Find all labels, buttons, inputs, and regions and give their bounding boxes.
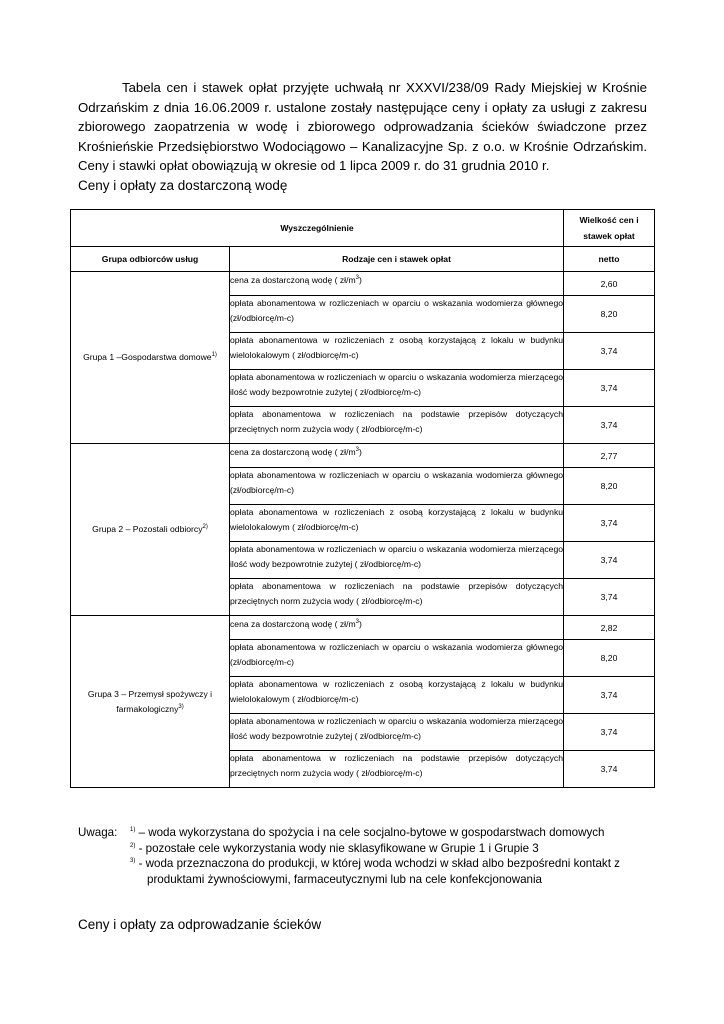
- section-title-sewage: Ceny i opłaty za odprowadzanie ścieków: [78, 917, 322, 932]
- intro-paragraph: Tabela cen i stawek opłat przyjęte uchwałą nr XXXVI/238/09 Rady Miejskiej w Krośnie Odrzańskim z dnia 16.06.2009 r. ustalone zostały następujące ceny i opłaty za usługi z zakresu zbiorowego zaopatrzenia w wodę i zbiorowego odprowadzania ścieków świadczone przez Krośnieńskie Przedsiębiorstwo Wodociągowo – Kanalizacyjne Sp. z o.o. w Krośnie Odrzańskim. Ceny i stawki opłat obowiązują w okresie od 1 lipca 2009 r. do 31 grudnia 2010 r.: [78, 80, 647, 173]
- note-2: $^{2)}$ - pozostałe cele wykorzystania wody nie sklasyfikowane w Grupie 1 i Grupie 3: [130, 841, 539, 855]
- price-description-cell: opłata abonamentowa w rozliczeniach w oparciu o wskazania wodomierza mierzącego ilość wody bezpowrotnie zużytej ( zł/odbiorcę/m-c): [230, 714, 564, 751]
- price-value-cell: 3,74: [564, 677, 655, 714]
- price-description-cell: opłata abonamentowa w rozliczeniach w oparciu o wskazania wodomierza głównego (zł/odbiorcę/m-c): [230, 468, 564, 505]
- price-description-cell: opłata abonamentowa w rozliczeniach na podstawie przepisów dotyczących przeciętnych norm zużycia wody ( zł/odbiorcę/m-c): [230, 579, 564, 616]
- notes-label: Uwaga:: [78, 826, 118, 839]
- price-value-cell: 2,77: [564, 444, 655, 468]
- customer-group-cell: Grupa 2 – Pozostali odbiorcy$^{2)}$: [71, 444, 230, 616]
- price-value-cell: 3,74: [564, 505, 655, 542]
- price-value-cell: 2,82: [564, 616, 655, 640]
- price-description-cell: opłata abonamentowa w rozliczeniach z osobą korzystającą z lokalu w budynku wielolokalowym ( zł/odbiorcę/m-c): [230, 677, 564, 714]
- note-3-continuation: produktami żywnościowymi, farmaceutycznymi lub na cele konfekcjonowania: [147, 872, 543, 886]
- header-specification: Wyszczególnienie: [71, 210, 564, 247]
- price-value-cell: 3,74: [564, 542, 655, 579]
- price-description-cell: cena za dostarczoną wodę ( $zł/m^3$): [230, 444, 564, 468]
- note-3: $^{3)}$ - woda przeznaczona do produkcji, w której woda wchodzi w skład albo bezpośredni kontakt z: [130, 857, 620, 870]
- price-value-cell: 8,20: [564, 640, 655, 677]
- customer-group-cell: Grupa 1 –Gospodarstwa domowe$^{1)}$: [71, 272, 230, 444]
- price-value-cell: 2,60: [564, 272, 655, 296]
- notes-block: [78, 825, 658, 887]
- price-value-cell: 3,74: [564, 751, 655, 788]
- price-description-cell: cena za dostarczoną wodę ( $zł/m^3$): [230, 272, 564, 296]
- price-description-cell: opłata abonamentowa w rozliczeniach z osobą korzystającą z lokalu w budynku wielolokalowym ( zł/odbiorcę/m-c): [230, 505, 564, 542]
- price-value-cell: 3,74: [564, 370, 655, 407]
- customer-group-cell: Grupa 3 – Przemysł spożywczy i farmakologiczny$^{3)}$: [71, 616, 230, 788]
- price-description-cell: opłata abonamentowa w rozliczeniach w oparciu o wskazania wodomierza głównego (zł/odbiorcę/m-c): [230, 296, 564, 333]
- note-1: $^{1)}$ – woda wykorzystana do spożycia i na cele socjalno-bytowe w gospodarstwach domowych: [130, 826, 605, 839]
- price-description-cell: cena za dostarczoną wodę ( $zł/m^3$): [230, 616, 564, 640]
- section-title-water: Ceny i opłaty za dostarczoną wodę: [78, 178, 288, 193]
- price-value-cell: 8,20: [564, 296, 655, 333]
- header-customer-group: Grupa odbiorców usług: [71, 247, 230, 272]
- price-value-cell: 3,74: [564, 407, 655, 444]
- price-description-cell: opłata abonamentowa w rozliczeniach na podstawie przepisów dotyczących przeciętnych norm zużycia wody ( zł/odbiorcę/m-c): [230, 407, 564, 444]
- water-price-table: [70, 209, 655, 788]
- table-row: [71, 616, 655, 640]
- table-row: [71, 444, 655, 468]
- price-value-cell: 3,74: [564, 714, 655, 751]
- price-description-cell: opłata abonamentowa w rozliczeniach w oparciu o wskazania wodomierza głównego (zł/odbiorcę/m-c): [230, 640, 564, 677]
- price-description-cell: opłata abonamentowa w rozliczeniach w oparciu o wskazania wodomierza mierzącego ilość wody bezpowrotnie zużytej ( zł/odbiorcę/m-c): [230, 370, 564, 407]
- price-description-cell: opłata abonamentowa w rozliczeniach na podstawie przepisów dotyczących przeciętnych norm zużycia wody ( zł/odbiorcę/m-c): [230, 751, 564, 788]
- header-net: netto: [564, 247, 655, 272]
- price-value-cell: 8,20: [564, 468, 655, 505]
- table-row: [71, 272, 655, 296]
- header-price-kind: Rodzaje cen i stawek opłat: [230, 247, 564, 272]
- price-description-cell: opłata abonamentowa w rozliczeniach w oparciu o wskazania wodomierza mierzącego ilość wody bezpowrotnie zużytej ( zł/odbiorcę/m-c): [230, 542, 564, 579]
- price-value-cell: 3,74: [564, 333, 655, 370]
- price-value-cell: 3,74: [564, 579, 655, 616]
- header-value: Wielkość cen i stawek opłat: [564, 210, 655, 247]
- price-description-cell: opłata abonamentowa w rozliczeniach z osobą korzystającą z lokalu w budynku wielolokalowym ( zł/odbiorcę/m-c): [230, 333, 564, 370]
